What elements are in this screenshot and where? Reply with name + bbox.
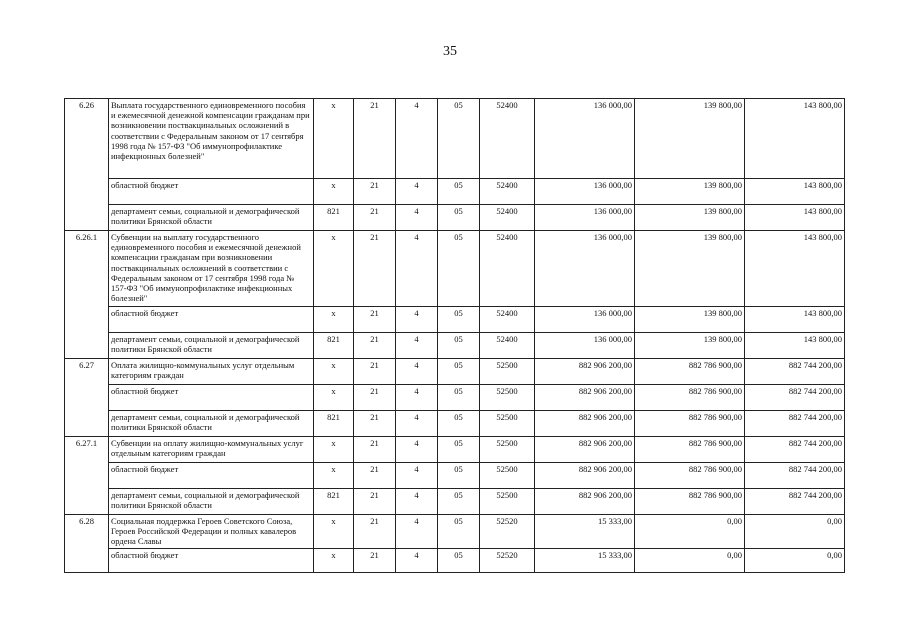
row-number bbox=[65, 179, 109, 205]
row-number bbox=[65, 548, 109, 572]
cell-subsection: 4 bbox=[396, 307, 438, 333]
cell-expense-type: 52400 bbox=[480, 333, 535, 359]
cell-target-article: 05 bbox=[438, 463, 480, 489]
cell-amount-year3: 143 800,00 bbox=[745, 333, 845, 359]
cell-subsection: 4 bbox=[396, 99, 438, 179]
cell-target-article: 05 bbox=[438, 385, 480, 411]
cell-admin-code: x bbox=[314, 385, 354, 411]
cell-admin-code: 821 bbox=[314, 411, 354, 437]
cell-expense-type: 52500 bbox=[480, 489, 535, 515]
row-number: 6.27 bbox=[65, 359, 109, 385]
cell-subsection: 4 bbox=[396, 179, 438, 205]
table-row bbox=[65, 463, 845, 489]
cell-amount-year1: 882 906 200,00 bbox=[535, 411, 635, 437]
cell-amount-year1: 136 000,00 bbox=[535, 179, 635, 205]
cell-amount-year2: 139 800,00 bbox=[635, 205, 745, 231]
row-name: Субвенции на выплату государственного единовременного пособия и ежемесячной денежной компенсации гражданам при возникновении поствакцинальных осложнений в соответствии с Федеральным законом от 17 сентября 1998 года № 157-ФЗ "Об иммунопрофилактике инфекционных болезней" bbox=[109, 231, 314, 307]
budget-table bbox=[64, 98, 845, 573]
table-body bbox=[65, 99, 845, 573]
table-row bbox=[65, 333, 845, 359]
row-name: Субвенции на оплату жилищно-коммунальных услуг отдельным категориям граждан bbox=[109, 437, 314, 463]
cell-amount-year2: 0,00 bbox=[635, 548, 745, 572]
cell-expense-type: 52500 bbox=[480, 437, 535, 463]
cell-section: 21 bbox=[354, 548, 396, 572]
cell-amount-year1: 882 906 200,00 bbox=[535, 385, 635, 411]
table-row bbox=[65, 489, 845, 515]
cell-admin-code: 821 bbox=[314, 489, 354, 515]
table-row bbox=[65, 385, 845, 411]
cell-amount-year2: 139 800,00 bbox=[635, 99, 745, 179]
cell-subsection: 4 bbox=[396, 333, 438, 359]
cell-amount-year3: 0,00 bbox=[745, 515, 845, 549]
cell-amount-year2: 882 786 900,00 bbox=[635, 359, 745, 385]
cell-subsection: 4 bbox=[396, 359, 438, 385]
cell-subsection: 4 bbox=[396, 437, 438, 463]
page-number: 35 bbox=[443, 44, 457, 59]
cell-subsection: 4 bbox=[396, 411, 438, 437]
cell-amount-year2: 882 786 900,00 bbox=[635, 463, 745, 489]
cell-section: 21 bbox=[354, 307, 396, 333]
cell-target-article: 05 bbox=[438, 489, 480, 515]
cell-target-article: 05 bbox=[438, 515, 480, 549]
row-number bbox=[65, 333, 109, 359]
cell-subsection: 4 bbox=[396, 548, 438, 572]
row-name: Оплата жилищно-коммунальных услуг отдельным категориям граждан bbox=[109, 359, 314, 385]
table-row bbox=[65, 231, 845, 307]
row-number bbox=[65, 205, 109, 231]
cell-section: 21 bbox=[354, 515, 396, 549]
cell-target-article: 05 bbox=[438, 231, 480, 307]
row-name: департамент семьи, социальной и демографической политики Брянской области bbox=[109, 205, 314, 231]
row-name: областной бюджет bbox=[109, 548, 314, 572]
cell-amount-year3: 143 800,00 bbox=[745, 99, 845, 179]
cell-expense-type: 52520 bbox=[480, 515, 535, 549]
row-number: 6.28 bbox=[65, 515, 109, 549]
cell-amount-year2: 139 800,00 bbox=[635, 179, 745, 205]
cell-subsection: 4 bbox=[396, 515, 438, 549]
cell-amount-year3: 143 800,00 bbox=[745, 307, 845, 333]
cell-expense-type: 52400 bbox=[480, 179, 535, 205]
cell-admin-code: x bbox=[314, 463, 354, 489]
cell-admin-code: 821 bbox=[314, 205, 354, 231]
row-number bbox=[65, 489, 109, 515]
row-name: областной бюджет bbox=[109, 385, 314, 411]
cell-amount-year1: 136 000,00 bbox=[535, 307, 635, 333]
table-row bbox=[65, 307, 845, 333]
cell-amount-year3: 882 744 200,00 bbox=[745, 411, 845, 437]
cell-expense-type: 52400 bbox=[480, 307, 535, 333]
cell-section: 21 bbox=[354, 359, 396, 385]
cell-subsection: 4 bbox=[396, 231, 438, 307]
cell-target-article: 05 bbox=[438, 179, 480, 205]
cell-section: 21 bbox=[354, 463, 396, 489]
cell-amount-year1: 136 000,00 bbox=[535, 205, 635, 231]
row-number: 6.26.1 bbox=[65, 231, 109, 307]
cell-subsection: 4 bbox=[396, 463, 438, 489]
cell-admin-code: x bbox=[314, 437, 354, 463]
cell-amount-year3: 882 744 200,00 bbox=[745, 385, 845, 411]
row-number: 6.27.1 bbox=[65, 437, 109, 463]
cell-section: 21 bbox=[354, 411, 396, 437]
cell-target-article: 05 bbox=[438, 437, 480, 463]
table-row bbox=[65, 359, 845, 385]
row-number: 6.26 bbox=[65, 99, 109, 179]
table-row bbox=[65, 411, 845, 437]
cell-amount-year3: 143 800,00 bbox=[745, 231, 845, 307]
cell-section: 21 bbox=[354, 489, 396, 515]
cell-section: 21 bbox=[354, 333, 396, 359]
cell-amount-year1: 136 000,00 bbox=[535, 99, 635, 179]
row-name: департамент семьи, социальной и демографической политики Брянской области bbox=[109, 411, 314, 437]
cell-expense-type: 52400 bbox=[480, 205, 535, 231]
row-number bbox=[65, 385, 109, 411]
cell-section: 21 bbox=[354, 231, 396, 307]
cell-subsection: 4 bbox=[396, 205, 438, 231]
cell-amount-year2: 882 786 900,00 bbox=[635, 437, 745, 463]
row-name: Выплата государственного единовременного пособия и ежемесячной денежной компенсации гражданам при возникновении поствакцинальных осложнений в соответствии с Федеральным законом от 17 сентября 1998 года № 157-ФЗ "Об иммунопрофилактике инфекционных болезней" bbox=[109, 99, 314, 179]
cell-amount-year2: 0,00 bbox=[635, 515, 745, 549]
cell-amount-year3: 882 744 200,00 bbox=[745, 437, 845, 463]
cell-amount-year3: 143 800,00 bbox=[745, 179, 845, 205]
row-name: областной бюджет bbox=[109, 179, 314, 205]
cell-amount-year1: 882 906 200,00 bbox=[535, 359, 635, 385]
cell-expense-type: 52520 bbox=[480, 548, 535, 572]
cell-admin-code: x bbox=[314, 515, 354, 549]
cell-amount-year3: 143 800,00 bbox=[745, 205, 845, 231]
cell-amount-year3: 882 744 200,00 bbox=[745, 463, 845, 489]
table-row bbox=[65, 515, 845, 549]
cell-amount-year3: 882 744 200,00 bbox=[745, 489, 845, 515]
cell-admin-code: x bbox=[314, 99, 354, 179]
cell-expense-type: 52500 bbox=[480, 463, 535, 489]
cell-amount-year1: 882 906 200,00 bbox=[535, 489, 635, 515]
cell-expense-type: 52400 bbox=[480, 99, 535, 179]
cell-amount-year2: 882 786 900,00 bbox=[635, 385, 745, 411]
cell-target-article: 05 bbox=[438, 307, 480, 333]
cell-subsection: 4 bbox=[396, 489, 438, 515]
cell-amount-year1: 136 000,00 bbox=[535, 231, 635, 307]
cell-amount-year1: 15 333,00 bbox=[535, 515, 635, 549]
cell-subsection: 4 bbox=[396, 385, 438, 411]
cell-section: 21 bbox=[354, 205, 396, 231]
cell-expense-type: 52500 bbox=[480, 359, 535, 385]
cell-admin-code: x bbox=[314, 548, 354, 572]
cell-target-article: 05 bbox=[438, 99, 480, 179]
cell-admin-code: x bbox=[314, 231, 354, 307]
cell-target-article: 05 bbox=[438, 333, 480, 359]
table-row bbox=[65, 548, 845, 572]
cell-amount-year1: 15 333,00 bbox=[535, 548, 635, 572]
cell-expense-type: 52400 bbox=[480, 231, 535, 307]
cell-section: 21 bbox=[354, 99, 396, 179]
cell-amount-year1: 882 906 200,00 bbox=[535, 437, 635, 463]
cell-amount-year2: 882 786 900,00 bbox=[635, 411, 745, 437]
row-name: Социальная поддержка Героев Советского Союза, Героев Российской Федерации и полных кавалеров ордена Славы bbox=[109, 515, 314, 549]
cell-target-article: 05 bbox=[438, 205, 480, 231]
cell-target-article: 05 bbox=[438, 359, 480, 385]
cell-section: 21 bbox=[354, 385, 396, 411]
row-number bbox=[65, 463, 109, 489]
cell-target-article: 05 bbox=[438, 411, 480, 437]
table-row bbox=[65, 437, 845, 463]
cell-amount-year1: 882 906 200,00 bbox=[535, 463, 635, 489]
cell-expense-type: 52500 bbox=[480, 411, 535, 437]
cell-amount-year2: 139 800,00 bbox=[635, 333, 745, 359]
cell-amount-year1: 136 000,00 bbox=[535, 333, 635, 359]
cell-amount-year3: 0,00 bbox=[745, 548, 845, 572]
cell-section: 21 bbox=[354, 179, 396, 205]
row-name: областной бюджет bbox=[109, 307, 314, 333]
table-row bbox=[65, 99, 845, 179]
cell-admin-code: x bbox=[314, 179, 354, 205]
cell-expense-type: 52500 bbox=[480, 385, 535, 411]
cell-amount-year2: 139 800,00 bbox=[635, 231, 745, 307]
row-number bbox=[65, 411, 109, 437]
row-name: департамент семьи, социальной и демографической политики Брянской области bbox=[109, 333, 314, 359]
row-name: областной бюджет bbox=[109, 463, 314, 489]
row-name: департамент семьи, социальной и демографической политики Брянской области bbox=[109, 489, 314, 515]
row-number bbox=[65, 307, 109, 333]
cell-admin-code: 821 bbox=[314, 333, 354, 359]
table-row bbox=[65, 205, 845, 231]
cell-amount-year2: 882 786 900,00 bbox=[635, 489, 745, 515]
cell-admin-code: x bbox=[314, 307, 354, 333]
cell-section: 21 bbox=[354, 437, 396, 463]
cell-amount-year3: 882 744 200,00 bbox=[745, 359, 845, 385]
table-row bbox=[65, 179, 845, 205]
cell-amount-year2: 139 800,00 bbox=[635, 307, 745, 333]
cell-admin-code: x bbox=[314, 359, 354, 385]
cell-target-article: 05 bbox=[438, 548, 480, 572]
